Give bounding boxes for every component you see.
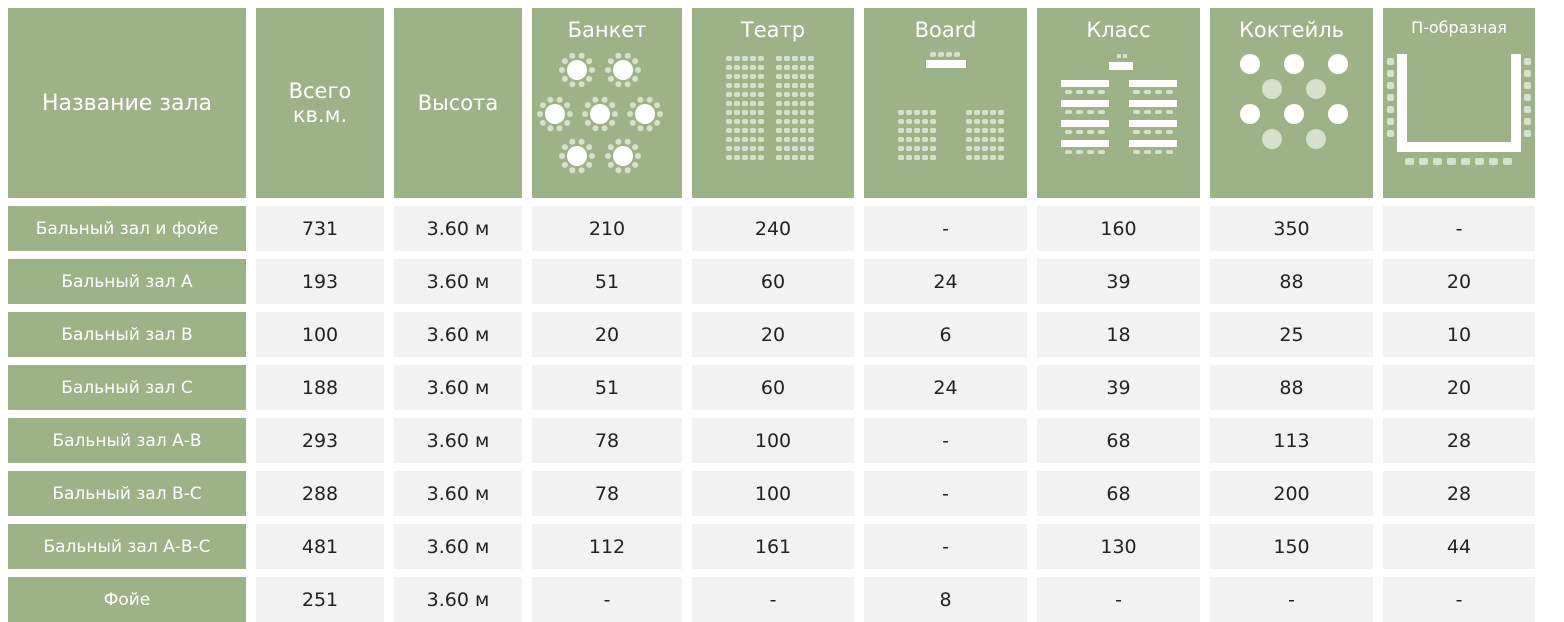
cell-banquet: 78	[532, 418, 682, 463]
cell-ushape: 28	[1383, 471, 1535, 516]
cell-cocktail: 350	[1210, 206, 1373, 251]
header-class: Класс	[1037, 8, 1200, 198]
row-hall-name: Бальный зал А	[8, 259, 246, 304]
cell-ushape: 10	[1383, 312, 1535, 357]
header-banquet: Банкет	[532, 8, 682, 198]
row-hall-name: Бальный зал А-В-С	[8, 524, 246, 569]
cell-board: 24	[864, 259, 1027, 304]
cell-height: 3.60 м	[394, 365, 522, 410]
cell-area: 193	[256, 259, 384, 304]
cell-height: 3.60 м	[394, 418, 522, 463]
cell-ushape: -	[1383, 206, 1535, 251]
cell-height: 3.60 м	[394, 259, 522, 304]
cell-board: -	[864, 471, 1027, 516]
cell-banquet: 78	[532, 471, 682, 516]
cell-board: 6	[864, 312, 1027, 357]
cell-class: 130	[1037, 524, 1200, 569]
boardroom-icon	[876, 52, 1016, 182]
cell-area: 288	[256, 471, 384, 516]
cell-ushape: 20	[1383, 365, 1535, 410]
cell-height: 3.60 м	[394, 471, 522, 516]
cell-banquet: 51	[532, 259, 682, 304]
cell-cocktail: 88	[1210, 365, 1373, 410]
cell-banquet: -	[532, 577, 682, 622]
cell-area: 481	[256, 524, 384, 569]
cell-banquet: 20	[532, 312, 682, 357]
cell-board: 24	[864, 365, 1027, 410]
cell-banquet: 210	[532, 206, 682, 251]
cell-theatre: 161	[692, 524, 854, 569]
cell-ushape: 44	[1383, 524, 1535, 569]
classroom-icon	[1049, 52, 1189, 182]
row-hall-name: Бальный зал В	[8, 312, 246, 357]
cell-board: -	[864, 524, 1027, 569]
cell-board: -	[864, 418, 1027, 463]
cell-height: 3.60 м	[394, 312, 522, 357]
row-hall-name: Бальный зал В-С	[8, 471, 246, 516]
u-shape-icon	[1383, 52, 1535, 182]
cell-cocktail: 150	[1210, 524, 1373, 569]
header-theatre: Театр	[692, 8, 854, 198]
header-area: Всего кв.м.	[256, 8, 384, 198]
cell-ushape: 20	[1383, 259, 1535, 304]
cell-height: 3.60 м	[394, 206, 522, 251]
cell-theatre: 100	[692, 471, 854, 516]
cell-class: 160	[1037, 206, 1200, 251]
cell-theatre: 60	[692, 259, 854, 304]
cell-area: 100	[256, 312, 384, 357]
row-hall-name: Фойе	[8, 577, 246, 622]
cell-theatre: 100	[692, 418, 854, 463]
row-hall-name: Бальный зал и фойе	[8, 206, 246, 251]
header-board: Board	[864, 8, 1027, 198]
cell-board: 8	[864, 577, 1027, 622]
cell-class: 68	[1037, 418, 1200, 463]
cell-class: -	[1037, 577, 1200, 622]
cell-ushape: 28	[1383, 418, 1535, 463]
cell-area: 251	[256, 577, 384, 622]
cell-theatre: -	[692, 577, 854, 622]
header-hall-name: Название зала	[8, 8, 246, 198]
cell-board: -	[864, 206, 1027, 251]
cell-ushape: -	[1383, 577, 1535, 622]
cell-cocktail: 88	[1210, 259, 1373, 304]
cell-area: 293	[256, 418, 384, 463]
header-cocktail: Коктейль	[1210, 8, 1373, 198]
theatre-rows-icon	[708, 52, 838, 182]
cell-class: 39	[1037, 365, 1200, 410]
cell-cocktail: -	[1210, 577, 1373, 622]
header-ushape: П-образная	[1383, 8, 1535, 198]
cell-theatre: 240	[692, 206, 854, 251]
cell-cocktail: 113	[1210, 418, 1373, 463]
row-hall-name: Бальный зал С	[8, 365, 246, 410]
cell-class: 18	[1037, 312, 1200, 357]
cell-class: 68	[1037, 471, 1200, 516]
banquet-round-tables-icon	[537, 52, 677, 182]
row-hall-name: Бальный зал А-В	[8, 418, 246, 463]
cell-banquet: 51	[532, 365, 682, 410]
cell-height: 3.60 м	[394, 577, 522, 622]
header-height: Высота	[394, 8, 522, 198]
cell-cocktail: 200	[1210, 471, 1373, 516]
cell-area: 731	[256, 206, 384, 251]
cell-theatre: 60	[692, 365, 854, 410]
cell-banquet: 112	[532, 524, 682, 569]
cocktail-tables-icon	[1222, 52, 1362, 182]
cell-cocktail: 25	[1210, 312, 1373, 357]
cell-height: 3.60 м	[394, 524, 522, 569]
cell-theatre: 20	[692, 312, 854, 357]
cell-area: 188	[256, 365, 384, 410]
cell-class: 39	[1037, 259, 1200, 304]
